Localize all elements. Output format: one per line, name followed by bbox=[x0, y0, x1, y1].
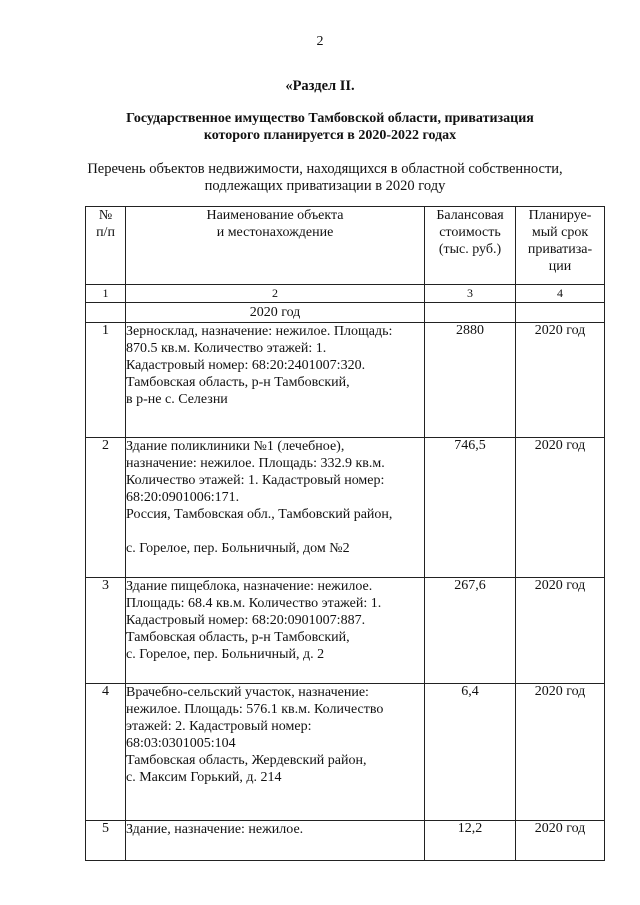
header-line: п/п bbox=[96, 225, 115, 240]
table-row bbox=[86, 438, 605, 578]
property-table bbox=[85, 206, 605, 861]
row-number: 1 bbox=[86, 323, 126, 438]
table-row bbox=[86, 578, 605, 684]
section-heading: «Раздел II. bbox=[285, 78, 355, 94]
year-row-empty bbox=[425, 303, 516, 323]
description-line: 68:20:0901006:171. bbox=[126, 490, 240, 505]
privatization-term: 2020 год bbox=[516, 323, 605, 438]
description-line: Россия, Тамбовская обл., Тамбовский район, bbox=[126, 507, 393, 522]
object-description bbox=[126, 821, 425, 861]
table-header-row bbox=[86, 207, 605, 285]
description-line: Количество этажей: 1. Кадастровый номер: bbox=[126, 473, 385, 488]
header-line: приватиза- bbox=[527, 242, 593, 257]
column-number: 3 bbox=[425, 285, 516, 303]
row-number: 3 bbox=[86, 578, 126, 684]
header-line: Наименование объекта bbox=[206, 208, 344, 223]
description-line: Врачебно-сельский участок, назначение: bbox=[126, 685, 369, 700]
header-line: (тыс. руб.) bbox=[438, 242, 502, 257]
privatization-term: 2020 год bbox=[516, 578, 605, 684]
balance-cost: 6,4 bbox=[425, 684, 516, 821]
column-number: 2 bbox=[126, 285, 425, 303]
description-gap bbox=[126, 523, 424, 540]
description-line: 68:03:0301005:104 bbox=[126, 736, 236, 751]
page-number: 2 bbox=[316, 34, 324, 49]
header-line: Балансовая bbox=[436, 208, 504, 223]
description-line: этажей: 2. Кадастровый номер: bbox=[126, 719, 312, 734]
column-number: 4 bbox=[516, 285, 605, 303]
table-row bbox=[86, 821, 605, 861]
description-line: Тамбовская область, р-н Тамбовский, bbox=[126, 375, 350, 390]
description-line: нежилое. Площадь: 576.1 кв.м. Количество bbox=[126, 702, 384, 717]
header-line: мый срок bbox=[531, 225, 589, 240]
row-number: 2 bbox=[86, 438, 126, 578]
description-line: Зерносклад, назначение: нежилое. Площадь: bbox=[126, 324, 393, 339]
description-line: Тамбовская область, Жердевский район, bbox=[126, 753, 367, 768]
header-line: и местонахождение bbox=[216, 225, 334, 240]
description-line: Здание поликлиники №1 (лечебное), bbox=[126, 439, 345, 454]
list-subtitle bbox=[60, 161, 590, 195]
header-line: № bbox=[98, 208, 113, 223]
balance-cost: 12,2 bbox=[425, 821, 516, 861]
privatization-term: 2020 год bbox=[516, 438, 605, 578]
column-number-row bbox=[86, 285, 605, 303]
header-line: Планируе- bbox=[528, 208, 592, 223]
title-line: Государственное имущество Тамбовской области, приватизация bbox=[126, 111, 534, 126]
header-line: ции bbox=[548, 259, 572, 274]
description-line: Тамбовская область, р-н Тамбовский, bbox=[126, 630, 350, 645]
header-name bbox=[126, 207, 425, 285]
balance-cost: 267,6 bbox=[425, 578, 516, 684]
description-line: в р-не с. Селезни bbox=[126, 392, 228, 407]
row-number: 5 bbox=[86, 821, 126, 861]
description-line: с. Максим Горький, д. 214 bbox=[126, 770, 282, 785]
object-description bbox=[126, 578, 425, 684]
subtitle-line: Перечень объектов недвижимости, находящихся в областной собственности, bbox=[87, 161, 563, 177]
description-line: Кадастровый номер: 68:20:2401007:320. bbox=[126, 358, 366, 373]
header-term bbox=[516, 207, 605, 285]
title-line: которого планируется в 2020-2022 годах bbox=[203, 128, 457, 143]
description-line: назначение: нежилое. Площадь: 332.9 кв.м. bbox=[126, 456, 385, 471]
header-num bbox=[86, 207, 126, 285]
column-number: 1 bbox=[86, 285, 126, 303]
table-row bbox=[86, 684, 605, 821]
year-row-empty bbox=[516, 303, 605, 323]
privatization-term: 2020 год bbox=[516, 821, 605, 861]
privatization-term: 2020 год bbox=[516, 684, 605, 821]
description-line: с. Горелое, пер. Больничный, д. 2 bbox=[126, 647, 325, 662]
balance-cost: 746,5 bbox=[425, 438, 516, 578]
balance-cost: 2880 bbox=[425, 323, 516, 438]
description-line: Кадастровый номер: 68:20:0901007:887. bbox=[126, 613, 366, 628]
description-line: с. Горелое, пер. Больничный, дом №2 bbox=[126, 541, 350, 556]
year-label: 2020 год bbox=[126, 303, 425, 323]
object-description bbox=[126, 684, 425, 821]
document-title bbox=[80, 110, 580, 144]
year-row-empty bbox=[86, 303, 126, 323]
object-description bbox=[126, 438, 425, 578]
object-description bbox=[126, 323, 425, 438]
table-row bbox=[86, 323, 605, 438]
description-line: Площадь: 68.4 кв.м. Количество этажей: 1. bbox=[126, 596, 382, 611]
description-line: 870.5 кв.м. Количество этажей: 1. bbox=[126, 341, 327, 356]
description-line: Здание, назначение: нежилое. bbox=[126, 822, 304, 837]
subtitle-line: подлежащих приватизации в 2020 году bbox=[204, 178, 446, 194]
description-line: Здание пищеблока, назначение: нежилое. bbox=[126, 579, 373, 594]
row-number: 4 bbox=[86, 684, 126, 821]
header-cost bbox=[425, 207, 516, 285]
header-line: стоимость bbox=[439, 225, 501, 240]
year-row bbox=[86, 303, 605, 323]
